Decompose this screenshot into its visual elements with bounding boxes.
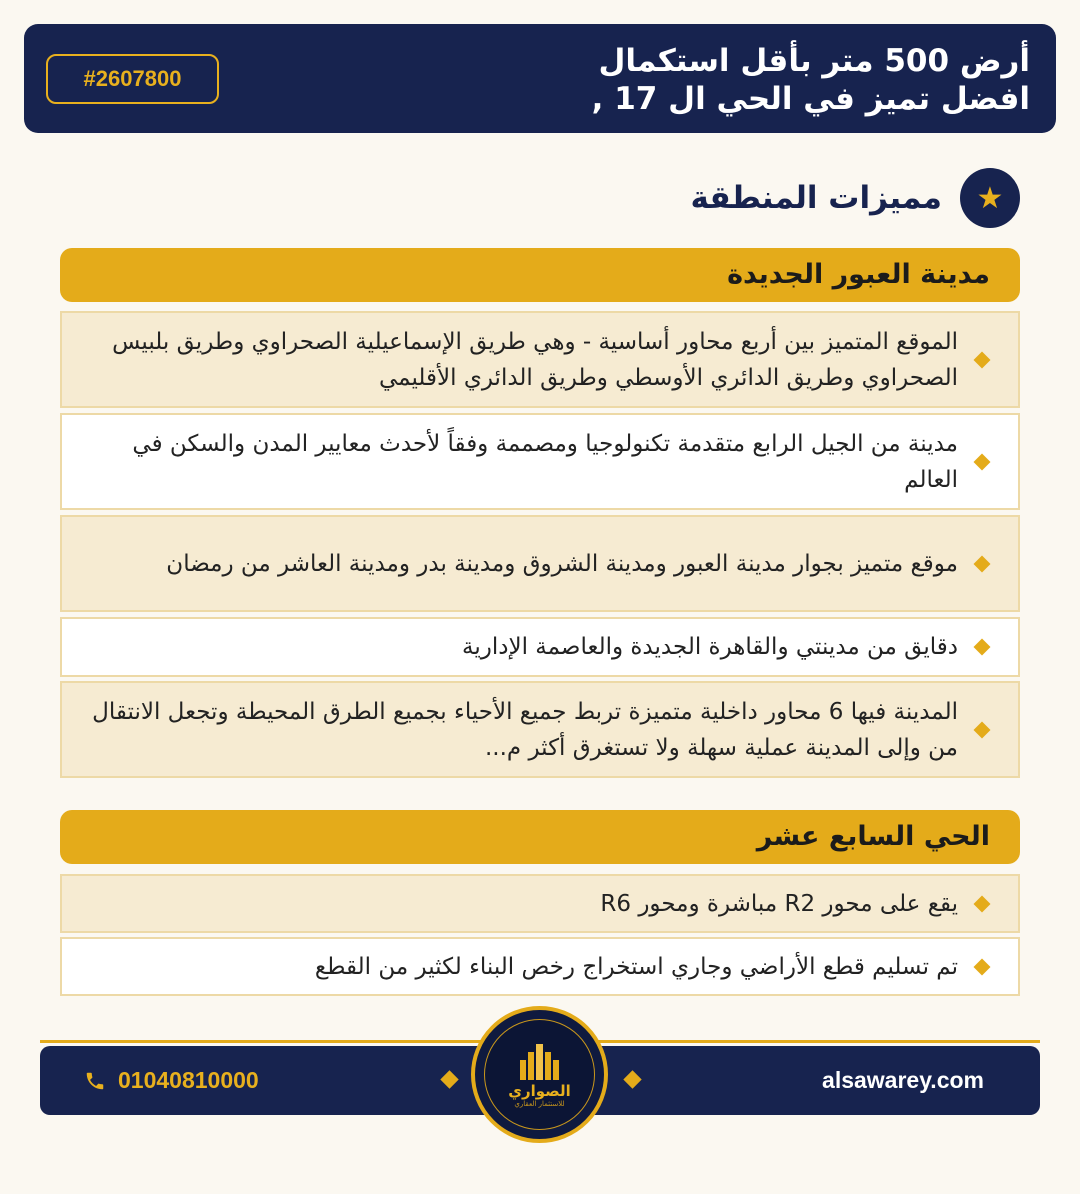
reference-badge: #2607800	[46, 54, 219, 104]
feature-item	[60, 937, 1020, 996]
phone-link[interactable]	[84, 1046, 259, 1115]
features-heading	[691, 168, 1021, 228]
buildings-icon	[516, 1042, 564, 1080]
feature-item-text: موقع متميز بجوار مدينة العبور ومدينة الشروق ومدينة بدر ومدينة العاشر من رمضان	[166, 550, 958, 577]
features-heading-label: مميزات المنطقة	[690, 180, 942, 216]
diamond-icon	[440, 1070, 458, 1088]
title-line-2: افضل تميز في الحي ال 17 ,	[591, 81, 1030, 117]
feature-item-text: يقع على محور R2 مباشرة ومحور R6	[600, 890, 958, 917]
phone-icon	[84, 1070, 106, 1092]
title-line-1: أرض 500 متر بأقل استكمال	[598, 43, 1030, 79]
diamond-bullet-icon	[974, 453, 991, 470]
logo-subtitle: للاستثمار العقاري	[514, 1099, 565, 1108]
diamond-bullet-icon	[974, 895, 991, 912]
feature-item	[60, 874, 1020, 933]
listing-title	[310, 42, 1030, 118]
diamond-bullet-icon	[974, 958, 991, 975]
diamond-bullet-icon	[974, 639, 991, 656]
listing-header	[24, 24, 1056, 133]
feature-item-text: الموقع المتميز بين أربع محاور أساسية - وهي طريق الإسماعيلية الصحراوي وطريق بلبيس الصحراوي وطريق الدائري الأوسطي وطريق الدائري الأقليمي	[112, 328, 958, 391]
logo-emblem	[484, 1019, 595, 1130]
phone-number[interactable]: 01040810000	[118, 1067, 259, 1093]
feature-item-text: المدينة فيها 6 محاور داخلية متميزة تربط جميع الأحياء بجميع الطرق المحيطة وتجعل الانتقال من وإلى المدينة عملية سهلة ولا تستغرق أكثر م...	[92, 698, 958, 761]
diamond-icon	[623, 1070, 641, 1088]
star-icon: ★	[960, 168, 1020, 228]
diamond-bullet-icon	[974, 555, 991, 572]
feature-item	[60, 681, 1020, 778]
website-link[interactable]: alsawarey.com	[822, 1067, 984, 1093]
feature-item-text: دقايق من مدينتي والقاهرة الجديدة والعاصمة الإدارية	[462, 634, 958, 660]
diamond-bullet-icon	[974, 721, 991, 738]
feature-item	[60, 617, 1020, 677]
company-logo	[471, 1006, 608, 1143]
feature-item-text: مدينة من الجيل الرابع متقدمة تكنولوجيا ومصممة وفقاً لأحدث معايير المدن والسكن في العالم	[132, 430, 958, 493]
diamond-bullet-icon	[974, 351, 991, 368]
category-bar-district-17: الحي السابع عشر	[60, 810, 1020, 864]
feature-item	[60, 515, 1020, 612]
feature-item	[60, 413, 1020, 510]
feature-item-text: تم تسليم قطع الأراضي وجاري استخراج رخص البناء لكثير من القطع	[314, 953, 958, 980]
category-bar-obour: مدينة العبور الجديدة	[60, 248, 1020, 302]
logo-brand: الصواري	[508, 1081, 571, 1100]
feature-item	[60, 311, 1020, 408]
